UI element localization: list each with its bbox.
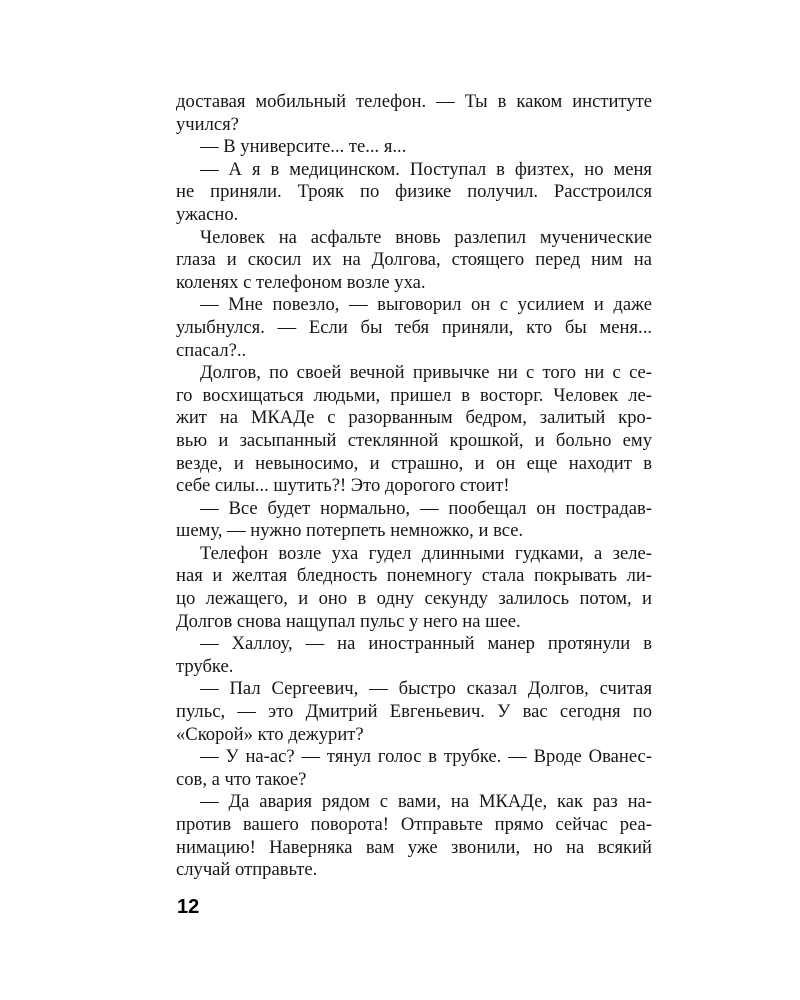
body-text <box>176 91 652 882</box>
text-line: коленях с телефоном возле уха. <box>176 271 426 293</box>
text-line: трубке. <box>176 655 234 677</box>
paragraph <box>176 159 652 227</box>
text-line: «Скорой» кто дежурит? <box>176 723 364 745</box>
text-line: сов, а что такое? <box>176 768 307 790</box>
text-line: цо лежащего, и оно в одну секунду залилось потом, и <box>176 588 652 610</box>
text-line: — А я в медицинском. Поступал в физтех, но меня <box>200 158 652 180</box>
text-line: себе силы... шутить?! Это дорогого стоит! <box>176 475 510 497</box>
paragraph <box>176 498 652 543</box>
text-line: вью и засыпанный стеклянной крошкой, и больно ему <box>176 429 652 451</box>
text-line: учился? <box>176 113 239 135</box>
text-line: — Мне повезло, — выговорил он с усилием и даже <box>200 294 652 316</box>
text-line: доставая мобильный телефон. — Ты в каком институте <box>176 91 652 112</box>
paragraph <box>176 543 652 633</box>
page-number: 12 <box>177 896 200 918</box>
text-line: Телефон возле уха гудел длинными гудками, а зеле- <box>200 542 652 564</box>
text-line: ужасно. <box>176 203 239 225</box>
text-line: — Да авария рядом с вами, на МКАДе, как раз на- <box>200 791 652 813</box>
text-line: нимацию! Наверняка вам уже звонили, но на всякий <box>176 836 652 858</box>
text-line: не приняли. Трояк по физике получил. Расстроился <box>176 181 652 203</box>
text-line: пульс, — это Дмитрий Евгеньевич. У вас сегодня по <box>176 701 652 723</box>
text-line: — У на-ас? — тянул голос в трубке. — Вроде Ованес- <box>200 746 652 768</box>
text-line: Долгов снова нащупал пульс у него на шее. <box>176 610 521 632</box>
text-line: — Все будет нормально, — пообещал он пострадав- <box>200 497 652 519</box>
text-line: — Халлоу, — на иностранный манер протянули в <box>200 633 652 655</box>
text-line: — В университе... те... я... <box>200 136 407 158</box>
text-line: спасал?.. <box>176 339 247 361</box>
text-line: улыбнулся. — Если бы тебя приняли, кто бы меня... <box>176 316 652 338</box>
paragraph <box>176 91 652 136</box>
text-line: против вашего поворота! Отправьте прямо сейчас реа- <box>176 814 652 835</box>
paragraph <box>176 791 652 881</box>
text-line: везде, и невыносимо, и страшно, и он еще находит в <box>176 452 652 474</box>
paragraph <box>176 227 652 295</box>
paragraph <box>176 633 652 678</box>
paragraph <box>176 746 652 791</box>
text-line: го восхищаться людьми, пришел в восторг. Человек ле- <box>176 384 652 406</box>
text-line: шему, — нужно потерпеть немножко, и все. <box>176 520 524 542</box>
text-line: Долгов, по своей вечной привычке ни с того ни с се- <box>200 362 652 384</box>
paragraph <box>176 678 652 746</box>
text-line: случай отправьте. <box>176 859 318 881</box>
text-line: жит на МКАДе с разорванным бедром, залитый кро- <box>176 407 652 429</box>
paragraph <box>176 136 652 159</box>
paragraph <box>176 294 652 362</box>
text-line: Человек на асфальте вновь разлепил мученические <box>200 226 652 248</box>
paragraph <box>176 362 652 498</box>
text-line: ная и желтая бледность понемногу стала покрывать ли- <box>176 565 652 587</box>
text-line: — Пал Сергеевич, — быстро сказал Долгов, считая <box>200 678 652 700</box>
text-line: глаза и скосил их на Долгова, стоящего перед ним на <box>176 249 652 271</box>
